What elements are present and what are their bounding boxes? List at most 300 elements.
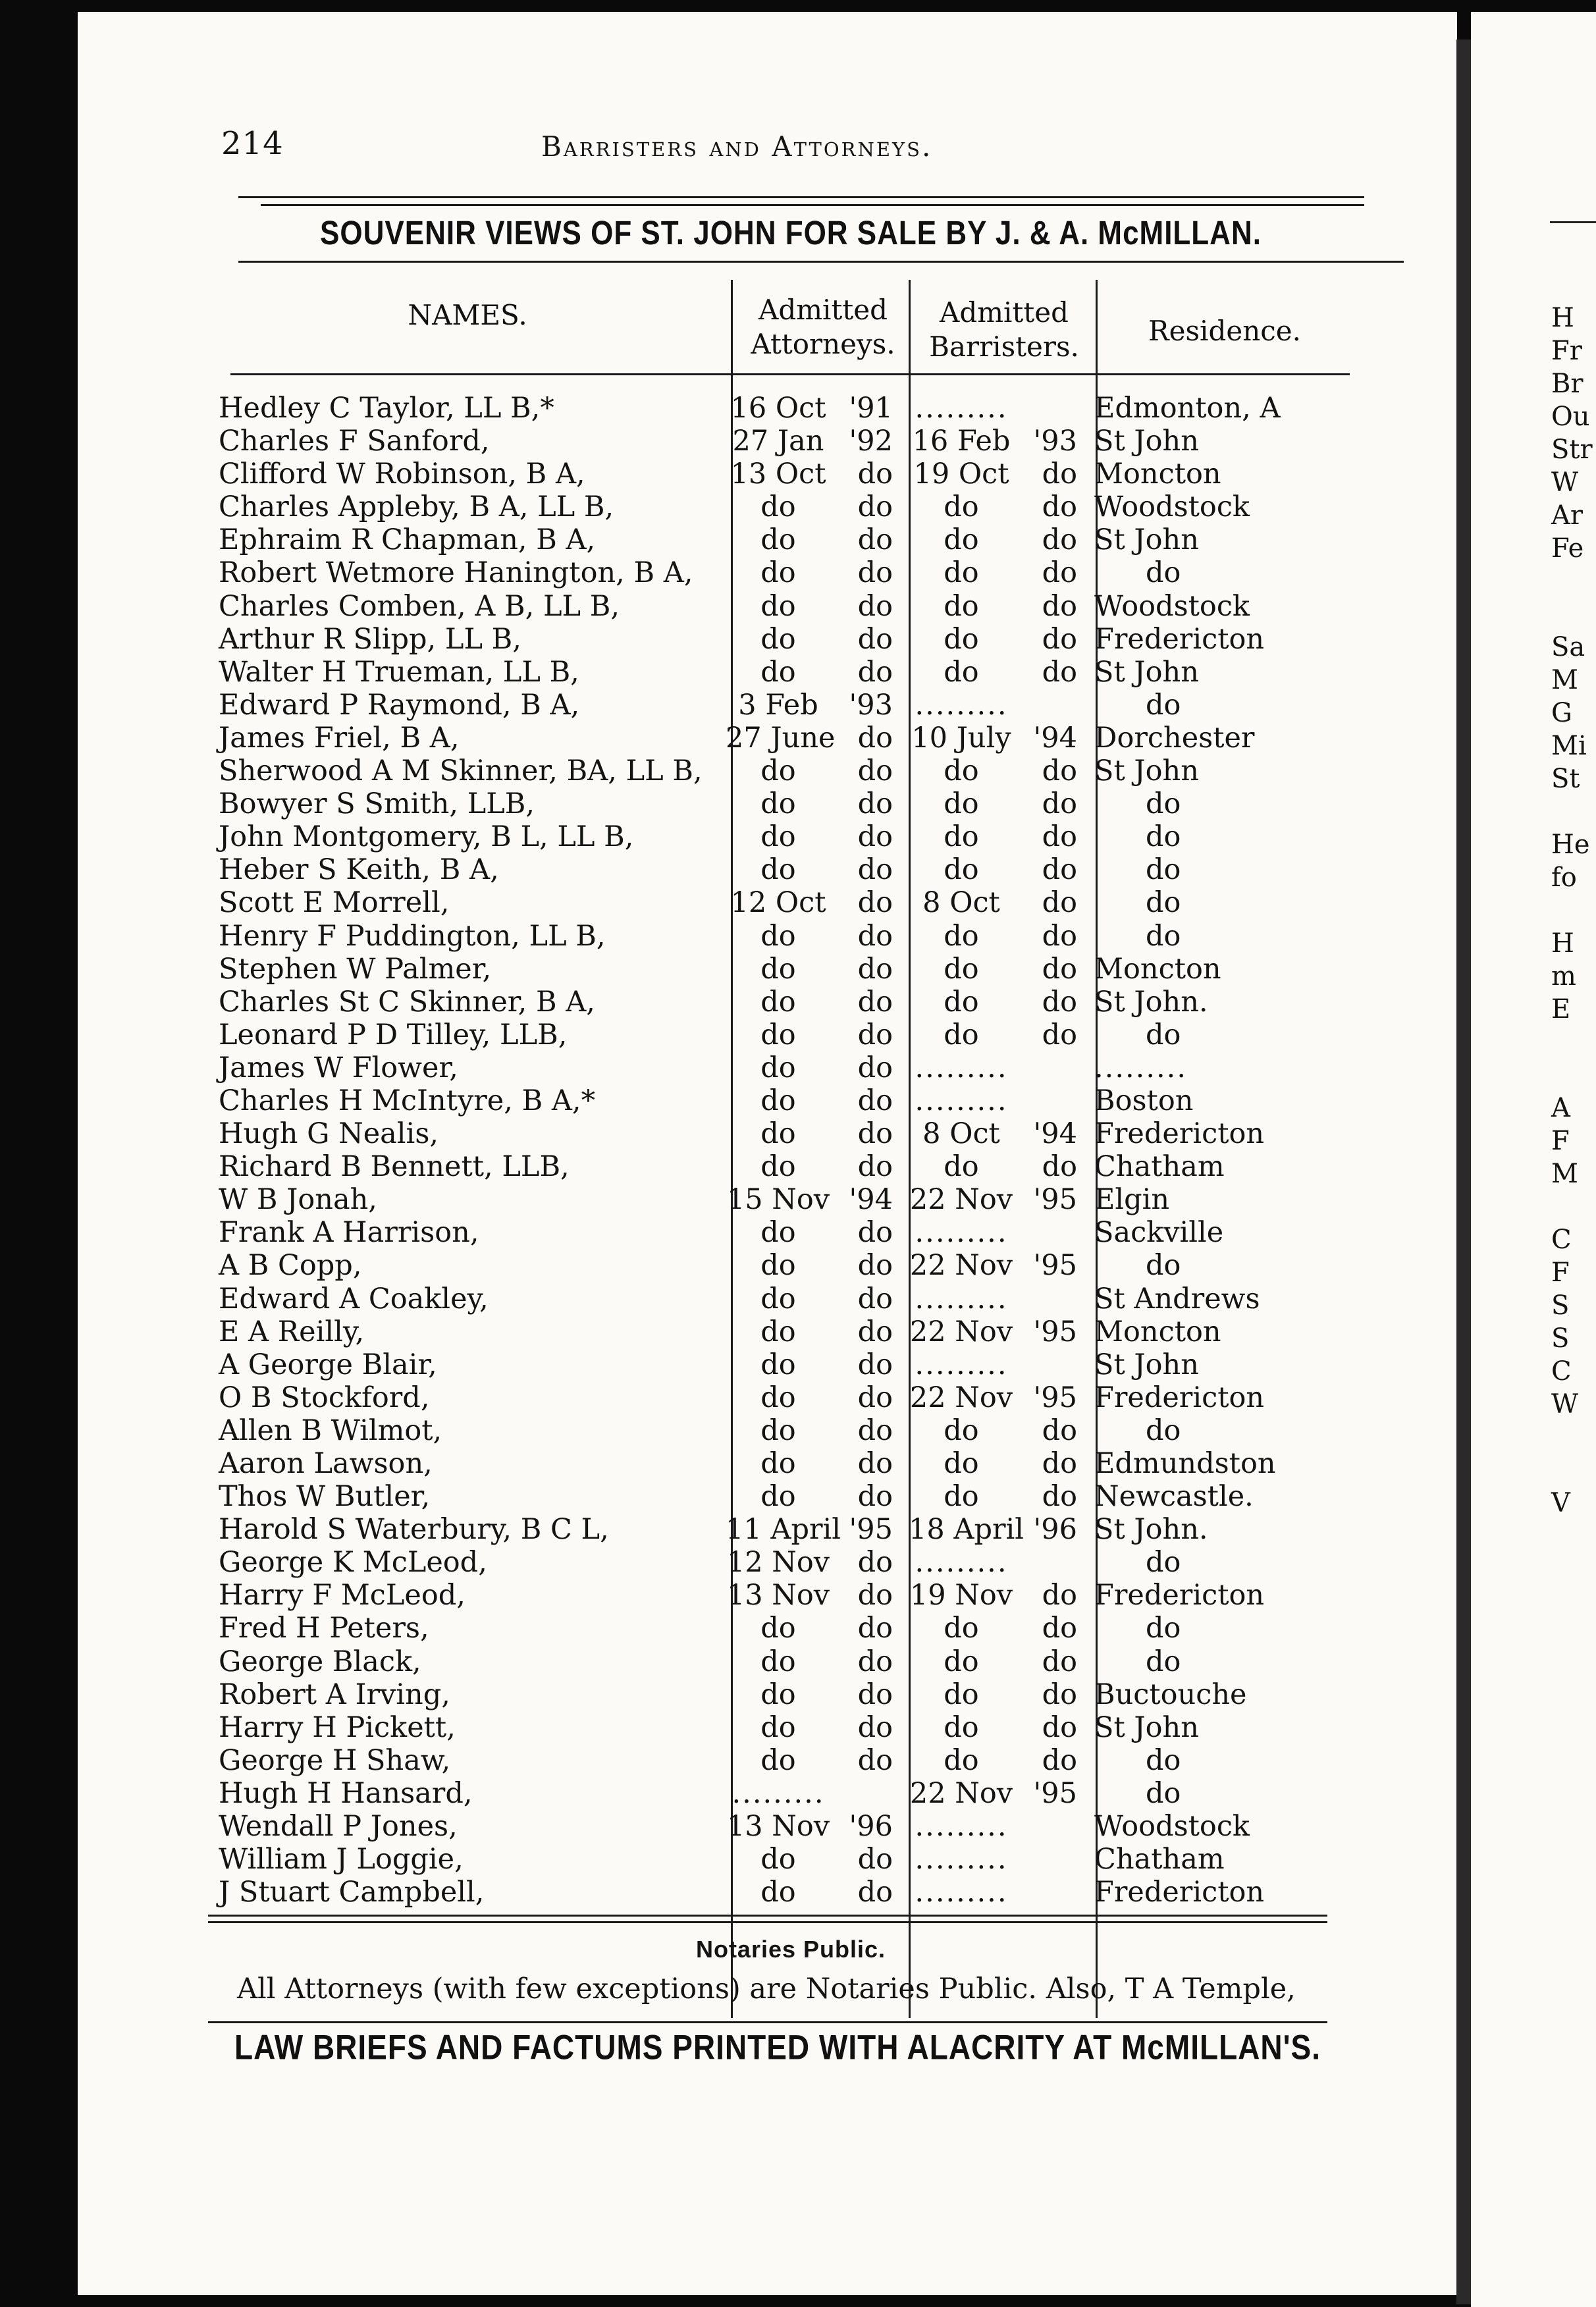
barrister-admission-date: 19 Oct [913,458,1009,491]
barrister-admission-date: do [944,622,979,656]
attorney-name: J Stuart Campbell, [219,1876,485,1909]
adjacent-page-fragment: Sa [1551,632,1585,662]
table-row [211,491,1376,523]
attorney-admission-date: do [760,1381,796,1414]
attorney-admission-date: 13 Nov [726,1579,830,1612]
attorney-name: W B Jonah, [219,1183,377,1217]
barrister-admission-date: do [944,985,979,1019]
notaries-heading: Notaries Public. [695,1936,886,1963]
barrister-admission-date: ......... [915,1810,1008,1843]
table-row [211,1348,1376,1381]
residence: do [1146,1776,1181,1810]
attorney-name: Robert A Irving, [219,1678,450,1711]
attorney-name: James Friel, B A, [219,721,460,755]
residence: Woodstock [1094,589,1250,623]
adjacent-page-fragment [1551,598,1593,631]
attorney-name: Thos W Butler, [219,1480,431,1514]
residence: Moncton [1094,1315,1221,1348]
attorney-name: Hugh H Hansard, [219,1776,473,1810]
barrister-admission-date: 8 Oct [922,1117,1000,1151]
adjacent-page-fragment [1551,565,1593,598]
adjacent-page-fragment: Ou [1551,402,1590,432]
attorney-admission-year: do [857,1710,893,1744]
attorney-admission-date: do [760,1018,796,1051]
running-title: Barristers and Attorneys. [541,130,933,163]
barrister-admission-year: do [1042,985,1077,1019]
attorney-name: O B Stockford, [219,1381,430,1414]
table-row [211,392,1376,425]
attorney-admission-year: do [857,1743,893,1777]
attorney-admission-date: 3 Feb [738,688,818,722]
attorney-name: George K McLeod, [219,1546,487,1579]
residence: Moncton [1094,458,1221,491]
barrister-admission-year: do [1042,820,1077,854]
barrister-admission-year: '95 [1033,1315,1077,1348]
attorney-admission-year: do [857,1150,893,1184]
attorney-admission-year: '96 [849,1810,893,1843]
barrister-admission-date: do [944,655,979,689]
attorney-admission-year: do [857,1348,893,1381]
attorney-admission-year: do [857,919,893,953]
attorney-admission-date: do [760,1876,796,1909]
attorney-admission-date: do [760,1414,796,1447]
adjacent-page-text [1551,302,1593,1520]
attorney-admission-year: do [857,1678,893,1711]
attorney-admission-year: do [857,1876,893,1909]
table-row [211,1876,1376,1909]
barrister-admission-year: do [1042,1612,1077,1645]
attorney-name: Scott E Morrell, [219,886,450,920]
attorney-admission-year: do [857,1414,893,1447]
attorney-admission-date: do [760,1282,796,1315]
table-row [211,523,1376,556]
barrister-admission-year: do [1042,1645,1077,1678]
residence: do [1146,1612,1181,1645]
barrister-admission-date: ......... [915,1051,1008,1084]
residence: Chatham [1094,1150,1225,1184]
barrister-admission-date: do [944,755,979,788]
attorney-admission-date: 11 April [726,1513,841,1547]
attorney-admission-year: do [857,458,893,491]
book-gutter [1456,40,1471,2304]
table-row [211,1513,1376,1546]
residence: Fredericton [1094,622,1265,656]
attorney-admission-date: do [760,1150,796,1184]
column-header-barristers-line2: Barristers. [929,331,1079,363]
adjacent-page-fragment: F [1551,1258,1570,1288]
barrister-admission-year: '95 [1033,1249,1077,1283]
attorney-name: Leonard P D Tilley, LLB, [219,1018,568,1051]
attorney-admission-date: do [760,1117,796,1151]
table-row [211,1216,1376,1249]
barrister-admission-date: ......... [915,1084,1008,1117]
barrister-admission-year: do [1042,1678,1077,1711]
attorney-admission-year: do [857,491,893,524]
adjacent-page [1471,12,1596,2307]
attorney-admission-year: do [857,1579,893,1612]
residence: Chatham [1094,1843,1225,1876]
barrister-admission-date: 22 Nov [909,1381,1013,1414]
residence: do [1146,1546,1181,1579]
attorney-name: Hugh G Nealis, [219,1117,439,1151]
attorney-name: Harold S Waterbury, B C L, [219,1513,609,1547]
barrister-admission-year: do [1042,787,1077,821]
column-header-attorneys-line2: Attorneys. [751,328,895,360]
residence: Woodstock [1094,1810,1250,1843]
table-row [211,458,1376,491]
table-row [211,425,1376,458]
barrister-admission-date: ......... [915,1843,1008,1876]
attorney-name: Charles Appleby, B A, LL B, [219,491,614,524]
table-bottom-rule [208,1915,1327,1917]
attorney-name: Fred H Peters, [219,1612,429,1645]
attorney-admission-date: do [760,1216,796,1250]
attorney-name: A B Copp, [219,1249,362,1283]
attorney-name: Henry F Puddington, LL B, [219,919,606,953]
attorney-admission-date: do [760,1084,796,1117]
adjacent-page-fragment: E [1551,994,1571,1024]
attorney-admission-year: do [857,721,893,755]
attorney-admission-year: do [857,1315,893,1348]
table-row [211,1810,1376,1843]
table-row [211,1249,1376,1282]
table-row [211,1612,1376,1645]
table-row [211,590,1376,623]
attorney-admission-year: '93 [849,688,893,722]
barrister-admission-date: 10 July [911,721,1011,755]
barrister-admission-date: 22 Nov [909,1315,1013,1348]
attorney-admission-date: do [760,491,796,524]
attorney-admission-date: do [760,952,796,986]
residence: Boston [1094,1084,1194,1117]
table-row [211,1645,1376,1678]
attorney-admission-year: do [857,1216,893,1250]
advertisement-bottom: LAW BRIEFS AND FACTUMS PRINTED WITH ALACRITY AT McMILLAN'S. [234,2027,1321,2067]
barrister-admission-year: do [1042,919,1077,953]
attorney-admission-year: do [857,655,893,689]
residence: Woodstock [1094,491,1250,524]
barrister-admission-year: do [1042,458,1077,491]
column-header-attorneys-line1: Admitted [758,294,888,326]
barrister-admission-year: '94 [1033,721,1077,755]
attorney-name: Harry H Pickett, [219,1710,456,1744]
barrister-admission-year: '95 [1033,1776,1077,1810]
residence: Moncton [1094,952,1221,986]
attorney-name: Arthur R Slipp, LL B, [219,622,521,656]
attorney-admission-date: 13 Nov [726,1810,830,1843]
attorney-admission-year: '92 [849,425,893,458]
table-row [211,1084,1376,1117]
attorney-name: Bowyer S Smith, LLB, [219,787,535,821]
attorney-admission-year: do [857,985,893,1019]
adjacent-page-fragment: M [1551,1159,1578,1189]
table-row [211,623,1376,656]
barrister-admission-year: do [1042,1480,1077,1514]
residence: Fredericton [1094,1381,1265,1414]
barrister-admission-date: do [944,952,979,986]
table-row [211,1579,1376,1612]
table-row [211,853,1376,886]
barrister-admission-date: 8 Oct [922,886,1000,920]
residence: Elgin [1094,1183,1170,1217]
barrister-admission-year: do [1042,886,1077,920]
barrister-admission-date: do [944,1645,979,1678]
barrister-admission-year: do [1042,491,1077,524]
advertisement-top: SOUVENIR VIEWS OF ST. JOHN FOR SALE BY J. & A. McMILLAN. [320,215,1262,252]
attorney-admission-date: 15 Nov [726,1183,830,1217]
attorney-admission-year: do [857,622,893,656]
attorney-name: George Black, [219,1645,421,1678]
attorney-table [211,280,1376,2215]
adjacent-page-fragment: Ar [1551,500,1583,531]
attorney-admission-date: do [760,1447,796,1480]
attorney-admission-date: do [760,556,796,590]
barrister-admission-date: ......... [915,1282,1008,1315]
attorney-admission-year: do [857,1051,893,1084]
barrister-admission-year: do [1042,589,1077,623]
table-row [211,689,1376,722]
attorney-admission-date: do [760,787,796,821]
adjacent-page-fragment: Fe [1551,533,1584,564]
residence: St Andrews [1094,1282,1260,1315]
attorney-admission-year: do [857,1084,893,1117]
table-row [211,920,1376,953]
attorney-admission-date: 16 Oct [730,392,826,425]
adjacent-page-fragment: He [1551,830,1590,860]
column-header-names: NAMES. [408,299,527,331]
barrister-admission-year: do [1042,853,1077,887]
residence: do [1146,1414,1181,1447]
barrister-admission-date: ......... [915,688,1008,722]
ad-rule [238,261,1404,263]
attorney-admission-year: do [857,1117,893,1151]
attorney-name: Allen B Wilmot, [219,1414,442,1447]
column-header-residence: Residence. [1148,315,1301,347]
residence: do [1146,820,1181,854]
attorney-admission-date: do [760,1051,796,1084]
attorney-name: Harry F McLeod, [219,1579,466,1612]
table-row [211,1744,1376,1777]
table-row [211,1381,1376,1414]
attorney-admission-date: ......... [732,1776,825,1810]
residence: Sackville [1094,1216,1224,1250]
attorney-admission-year: do [857,1843,893,1876]
table-row [211,1777,1376,1810]
attorney-name: Charles St C Skinner, B A, [219,985,595,1019]
attorney-admission-date: do [760,820,796,854]
attorney-admission-year: '94 [849,1183,893,1217]
attorney-name: Clifford W Robinson, B A, [219,458,585,491]
table-row [211,722,1376,755]
attorney-admission-date: do [760,1843,796,1876]
attorney-admission-year: do [857,1645,893,1678]
barrister-admission-date: do [944,919,979,953]
attorney-admission-date: do [760,919,796,953]
table-row [211,1117,1376,1150]
barrister-admission-year: '93 [1033,425,1077,458]
attorney-admission-year: do [857,952,893,986]
table-row [211,953,1376,986]
attorney-admission-year: '95 [849,1513,893,1547]
attorney-admission-date: do [760,985,796,1019]
residence: do [1146,886,1181,920]
adjacent-page-fragment: V [1551,1488,1570,1518]
attorney-name: Walter H Trueman, LL B, [219,655,579,689]
header-rule [238,196,1364,198]
barrister-admission-year: do [1042,1579,1077,1612]
attorney-name: E A Reilly, [219,1315,365,1348]
barrister-admission-year: do [1042,1414,1077,1447]
barrister-admission-year: do [1042,1710,1077,1744]
attorney-name: Ephraim R Chapman, B A, [219,523,596,557]
barrister-admission-date: 16 Feb [912,425,1011,458]
attorney-name: William J Loggie, [219,1843,464,1876]
residence: ......... [1094,1051,1188,1084]
attorney-admission-year: do [857,1249,893,1283]
attorney-admission-date: do [760,1710,796,1744]
attorney-admission-year: do [857,820,893,854]
attorney-name: Hedley C Taylor, LL B,* [219,392,554,425]
attorney-admission-year: do [857,1282,893,1315]
barrister-admission-date: 22 Nov [909,1249,1013,1283]
table-row [211,1447,1376,1480]
barrister-admission-year: do [1042,1447,1077,1480]
barrister-admission-year: do [1042,655,1077,689]
adjacent-page-fragment: C [1551,1356,1572,1387]
barrister-admission-date: do [944,1447,979,1480]
attorney-admission-year: do [857,1447,893,1480]
column-header-barristers [913,296,1096,364]
attorney-admission-date: 12 Oct [730,886,826,920]
barrister-admission-date: ......... [915,1348,1008,1381]
adjacent-page-fragment: S [1551,1290,1570,1321]
attorney-name: Aaron Lawson, [219,1447,433,1480]
table-row [211,1283,1376,1315]
barrister-admission-date: 19 Nov [909,1579,1013,1612]
attorney-name: Edward A Coakley, [219,1282,489,1315]
attorney-name: James W Flower, [219,1051,458,1084]
residence: St John [1094,523,1199,557]
attorney-admission-date: do [760,1480,796,1514]
attorney-admission-date: do [760,622,796,656]
residence: Edmundston [1094,1447,1276,1480]
barrister-admission-date: 18 April [909,1513,1024,1547]
table-row [211,1315,1376,1348]
attorney-name: Charles F Sanford, [219,425,490,458]
residence: St John [1094,425,1199,458]
table-row [211,755,1376,787]
attorney-admission-date: do [760,1645,796,1678]
attorney-admission-date: do [760,1678,796,1711]
attorney-name: Edward P Raymond, B A, [219,688,580,722]
table-row [211,986,1376,1019]
page-number: 214 [221,125,284,162]
residence: do [1146,919,1181,953]
adjacent-page-fragment [1551,1059,1593,1092]
column-header-attorneys [737,293,909,361]
attorney-admission-date: do [760,1348,796,1381]
attorney-admission-year: do [857,755,893,788]
adjacent-page-fragment [1551,1454,1593,1487]
adjacent-page-rule [1550,221,1596,223]
table-row [211,1019,1376,1051]
residence: St John [1094,1710,1199,1744]
header-rule-thin [261,204,1364,206]
attorney-admission-date: do [760,655,796,689]
residence: do [1146,853,1181,887]
attorney-admission-date: do [760,1612,796,1645]
barrister-admission-year: do [1042,1150,1077,1184]
residence: do [1146,1018,1181,1051]
table-body [211,392,1376,1909]
barrister-admission-date: do [944,556,979,590]
barrister-admission-date: do [944,853,979,887]
barrister-admission-year: do [1042,556,1077,590]
attorney-admission-date: do [760,523,796,557]
attorney-admission-year: '91 [849,392,893,425]
adjacent-page-fragment: Fr [1551,336,1582,366]
barrister-admission-year: do [1042,755,1077,788]
attorney-admission-year: do [857,886,893,920]
adjacent-page-fragment: fo [1551,862,1577,893]
barrister-admission-date: do [944,1710,979,1744]
attorney-name: Heber S Keith, B A, [219,853,499,887]
adjacent-page-fragment [1551,894,1593,927]
attorney-admission-date: 27 Jan [732,425,824,458]
residence: Fredericton [1094,1579,1265,1612]
page-header [221,125,1077,178]
barrister-admission-date: do [944,589,979,623]
barrister-admission-year: do [1042,523,1077,557]
attorney-name: Charles Comben, A B, LL B, [219,589,620,623]
barrister-admission-date: ......... [915,1876,1008,1909]
barrister-admission-date: do [944,491,979,524]
adjacent-page-fragment: Mi [1551,731,1587,761]
table-row [211,787,1376,820]
attorney-admission-year: do [857,1018,893,1051]
table-row [211,1051,1376,1084]
barrister-admission-date: 22 Nov [909,1183,1013,1217]
residence: St John [1094,1348,1199,1381]
attorney-admission-year: do [857,1480,893,1514]
attorney-admission-date: do [760,755,796,788]
residence: do [1146,688,1181,722]
adjacent-page-fragment: W [1551,467,1579,498]
attorney-admission-year: do [857,556,893,590]
adjacent-page-fragment: G [1551,698,1572,728]
attorney-name: Robert Wetmore Hanington, B A, [219,556,693,590]
barrister-admission-date: 22 Nov [909,1776,1013,1810]
barrister-admission-date: do [944,1612,979,1645]
adjacent-page-fragment [1551,1026,1593,1059]
barrister-admission-year: '94 [1033,1117,1077,1151]
adjacent-page-fragment: F [1551,1126,1570,1156]
barrister-admission-date: ......... [915,392,1008,425]
barrister-admission-date: do [944,1150,979,1184]
residence: Buctouche [1094,1678,1247,1711]
adjacent-page-fragment: Br [1551,369,1583,399]
table-row [211,656,1376,689]
table-row [211,1678,1376,1711]
residence: Dorchester [1094,721,1255,755]
table-row [211,886,1376,919]
barrister-admission-year: '96 [1033,1513,1077,1547]
notaries-text: All Attorneys (with few exceptions) are Notaries Public. Also, T A Temple, [237,1973,1296,2005]
barrister-admission-date: do [944,1743,979,1777]
residence: St John. [1094,1513,1208,1547]
barrister-admission-year: do [1042,622,1077,656]
attorney-admission-year: do [857,853,893,887]
